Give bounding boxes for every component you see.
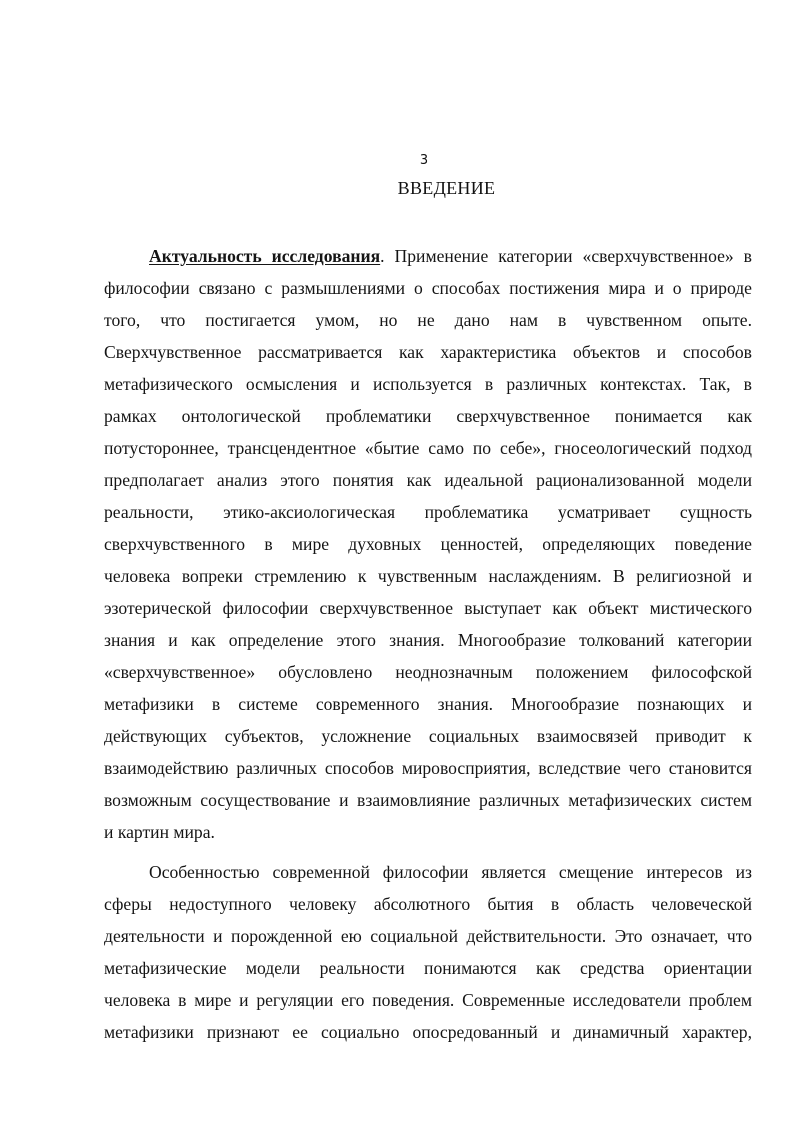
text-line: рамках онтологической проблематики сверхчувственное понимается как: [104, 406, 752, 426]
text-line: сверхчувственного в мире духовных ценностей, определяющих поведение: [104, 534, 752, 554]
text-line: действующих субъектов, усложнение социальных взаимосвязей приводит к: [104, 726, 752, 746]
text-line: человека вопреки стремлению к чувственным наслаждениям. В религиозной и: [104, 566, 752, 586]
text-line: «сверхчувственное» обусловлено неоднозначным положением философской: [104, 662, 752, 682]
text-line: Сверхчувственное рассматривается как характеристика объектов и способов: [104, 342, 752, 362]
text-line: и картин мира.: [104, 822, 215, 842]
text-line: метафизические модели реальности понимаются как средства ориентации: [104, 958, 752, 978]
text-line: [104, 240, 752, 272]
paragraph-1: [104, 240, 752, 848]
text-line: Особенностью современной философии является смещение интересов из: [149, 862, 752, 882]
text-line: сферы недоступного человеку абсолютного бытия в область человеческой: [104, 894, 752, 914]
text-line: метафизики в системе современного знания. Многообразие познающих и: [104, 694, 752, 714]
text-line: того, что постигается умом, но не дано нам в чувственном опыте.: [104, 310, 752, 330]
text-line: эзотерической философии сверхчувственное выступает как объект мистического: [104, 598, 752, 618]
text-line: взаимодействию различных способов мировосприятия, вследствие чего становится: [104, 758, 752, 778]
page-title: ВВЕДЕНИЕ: [397, 178, 496, 198]
text-line: человека в мире и регуляции его поведения. Современные исследователи проблем: [104, 990, 752, 1010]
text-line: потустороннее, трансцендентное «бытие само по себе», гносеологический подход: [104, 438, 752, 458]
text-line: деятельности и порожденной ею социальной действительности. Это означает, что: [104, 926, 752, 946]
text-line: философии связано с размышлениями о способах постижения мира и о природе: [104, 278, 752, 298]
text-line: реальности, этико-аксиологическая проблематика усматривает сущность: [104, 502, 752, 522]
text-line: предполагает анализ этого понятия как идеальной рационализованной модели: [104, 470, 752, 490]
text-line: знания и как определение этого знания. Многообразие толкований категории: [104, 630, 752, 650]
text-line: метафизического осмысления и используется в различных контекстах. Так, в: [104, 374, 752, 394]
text-line: возможным сосуществование и взаимовлияние различных метафизических систем: [104, 790, 752, 810]
paragraph-2: [104, 856, 752, 1048]
section-lead-heading: Актуальность исследования: [149, 246, 381, 266]
page-number: 3: [419, 153, 429, 168]
text-fragment: . Применение категории «сверхчувственное» в: [380, 246, 752, 266]
text-line: метафизики признают ее социально опосредованный и динамичный характер,: [104, 1022, 752, 1042]
